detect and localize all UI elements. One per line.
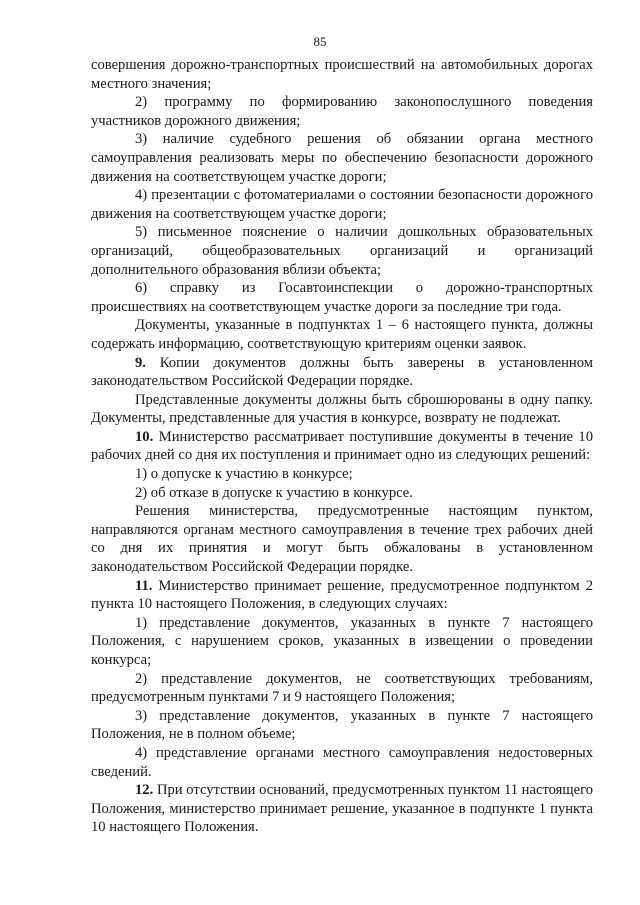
paragraph-6: [91, 316, 593, 353]
paragraph-11: [91, 484, 593, 503]
paragraph-text: 1) о допуске к участию в конкурсе;: [135, 466, 353, 483]
paragraph-text: совершения дорожно-транспортных происшествий на автомобильных дорогах местного значения;: [91, 57, 593, 92]
paragraph-9: [91, 428, 593, 465]
paragraph-text: 4) презентации с фотоматериалами о состоянии безопасности дорожного движения на соответствующем участке дороги;: [91, 187, 593, 222]
paragraph-3: [91, 186, 593, 223]
section-number: 10.: [135, 428, 154, 445]
paragraph-text: 4) представление органами местного самоуправления недостоверных сведений.: [91, 744, 593, 780]
paragraph-12: [91, 502, 593, 576]
paragraph-10: [91, 465, 593, 484]
paragraph-4: [91, 223, 593, 279]
section-number: 11.: [135, 577, 153, 594]
paragraph-2: [91, 130, 593, 186]
paragraph-0: [91, 56, 593, 93]
paragraph-text: Документы, указанные в подпунктах 1 – 6 настоящего пункта, должны содержать информацию, соответствующую критериям оценки заявок.: [91, 317, 593, 352]
paragraph-text: 3) наличие судебного решения об обязании органа местного самоуправления реализовать меры по обеспечению безопасности дорожного движения на соответствующем участке дороги;: [91, 131, 593, 185]
paragraph-5: [91, 279, 593, 316]
paragraph-17: [91, 744, 593, 781]
paragraph-text: 2) об отказе в допуске к участию в конкурсе.: [135, 484, 413, 501]
paragraph-text: Министерство рассматривает поступившие документы в течение 10 рабочих дней со дня их поступления и принимает одно из следующих решений:: [91, 428, 593, 464]
paragraph-18: [91, 781, 593, 837]
paragraph-text: 6) справку из Госавтоинспекции о дорожно-транспортных происшествиях на соответствующем участке дороги за последние три года.: [91, 280, 593, 315]
paragraph-7: [91, 354, 593, 391]
paragraph-text: 1) представление документов, указанных в пункте 7 настоящего Положения, с нарушением сроков, указанных в извещении о проведении конкурса;: [91, 614, 593, 668]
paragraph-1: [91, 93, 593, 130]
paragraph-16: [91, 707, 593, 744]
paragraph-text: Решения министерства, предусмотренные настоящим пунктом, направляются органам местного самоуправления в течение трех рабочих дней со дня их принятия и могут быть обжалованы в установленном законодательством Российской Федерации порядке.: [91, 503, 593, 576]
paragraph-text: 3) представление документов, указанных в пункте 7 настоящего Положения, не в полном объеме;: [91, 707, 593, 743]
paragraph-text: 5) письменное пояснение о наличии дошкольных образовательных организаций, общеобразовательных организаций и организаций дополнительного образования вблизи объекта;: [91, 224, 593, 278]
section-number: 12.: [135, 782, 154, 799]
document-body: [91, 56, 593, 837]
paragraph-text: Копии документов должны быть заверены в установленном законодательством Российской Федерации порядке.: [91, 354, 593, 390]
paragraph-8: [91, 391, 593, 428]
paragraph-14: [91, 614, 593, 670]
section-number: 9.: [135, 354, 146, 371]
paragraph-13: [91, 577, 593, 614]
paragraph-text: 2) представление документов, не соответствующих требованиям, предусмотренным пунктами 7 и 9 настоящего Положения;: [91, 670, 593, 706]
paragraph-text: Министерство принимает решение, предусмотренное подпунктом 2 пункта 10 настоящего Положения, в следующих случаях:: [91, 577, 593, 613]
paragraph-15: [91, 670, 593, 707]
paragraph-text: 2) программу по формированию законопослушного поведения участников дорожного движения;: [91, 94, 593, 129]
page-number: 85: [313, 34, 327, 49]
paragraph-text: При отсутствии оснований, предусмотренных пунктом 11 настоящего Положения, министерство принимает решение, указанное в подпункте 1 пункта 10 настоящего Положения.: [91, 782, 593, 836]
paragraph-text: Представленные документы должны быть сброшюрованы в одну папку. Документы, представленные для участия в конкурсе, возврату не подлежат.: [91, 391, 593, 427]
